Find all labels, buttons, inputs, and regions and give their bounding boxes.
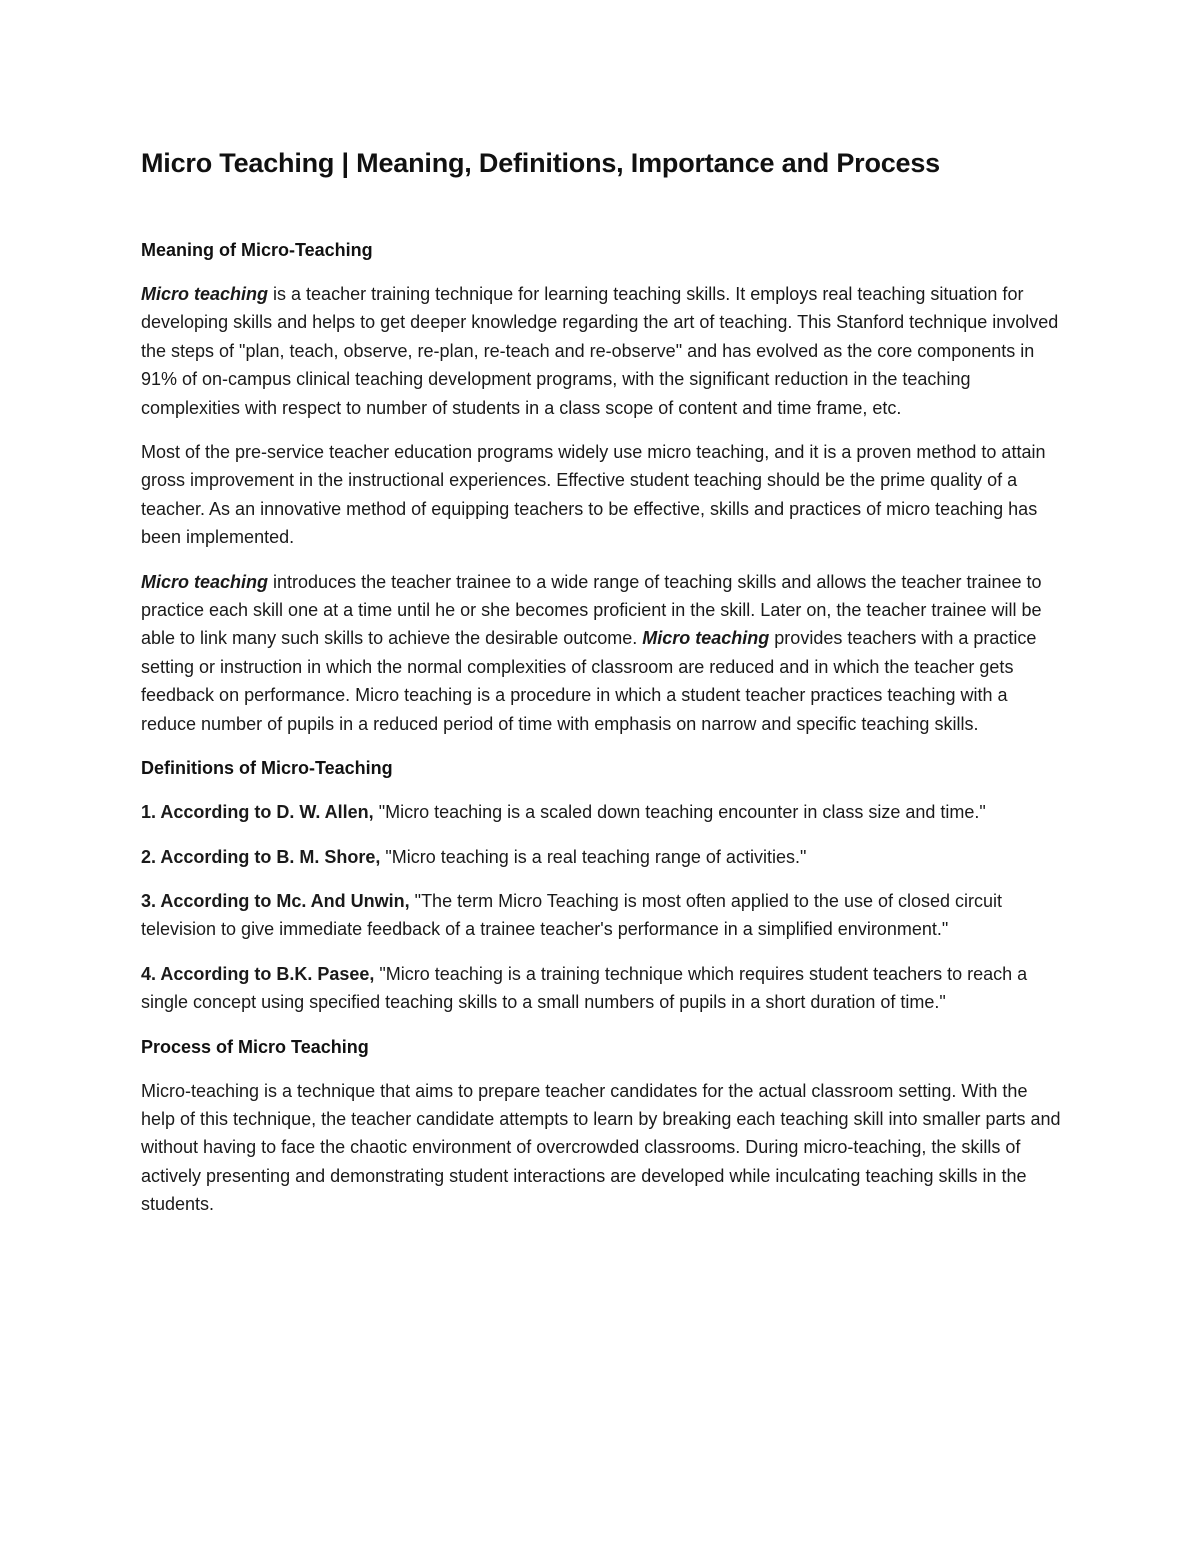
meaning-paragraph-3 bbox=[141, 568, 1066, 738]
definition-text: "The term Micro Teaching is most often applied to the use of closed circuit television to give immediate feedback of a trainee teacher's performance in a simplified environment." bbox=[141, 890, 1003, 940]
emphasis-term: Micro teaching bbox=[141, 571, 269, 592]
paragraph-text: provides teachers with a practice setting or instruction in which the normal complexities of classroom are reduced and in which the teacher gets feedback on performance. Micro teaching is a procedure in which a student teacher practices teaching with a reduce number of pupils in a reduced period of time with emphasis on narrow and specific teaching skills. bbox=[141, 628, 1037, 734]
definition-item bbox=[141, 798, 1066, 826]
emphasis-term: Micro teaching bbox=[642, 628, 770, 649]
definition-label: 3. According to Mc. And Unwin, bbox=[141, 890, 410, 911]
document-title: Micro Teaching | Meaning, Definitions, Importance and Process bbox=[141, 148, 940, 178]
process-paragraph: Micro-teaching is a technique that aims to prepare teacher candidates for the actual classroom setting. With the help of this technique, the teacher candidate attempts to learn by breaking each teaching skill into smaller parts and without having to face the chaotic environment of overcrowded classrooms. During micro-teaching, the skills of actively presenting and demonstrating student interactions are developed while inculcating teaching skills in the students. bbox=[141, 1080, 1061, 1215]
definition-label: 4. According to B.K. Pasee, bbox=[141, 963, 375, 984]
meaning-heading: Meaning of Micro-Teaching bbox=[141, 240, 373, 260]
process-heading: Process of Micro Teaching bbox=[141, 1036, 369, 1057]
document-body bbox=[141, 146, 1066, 1235]
paragraph-text: introduces the teacher trainee to a wide range of teaching skills and allows the teacher trainee to practice each skill one at a time until he or she becomes proficient in the skill. Later on, the teacher trainee will be able to link many such skills to achieve the desirable outcome. bbox=[141, 571, 1042, 649]
definition-text: "Micro teaching is a real teaching range of activities." bbox=[380, 846, 807, 867]
definition-item bbox=[141, 843, 1066, 871]
meaning-paragraph-2: Most of the pre-service teacher education programs widely use micro teaching, and it is a proven method to attain gross improvement in the instructional experiences. Effective student teaching should be the prime quality of a teacher. As an innovative method of equipping teachers to be effective, skills and practices of micro teaching has been implemented. bbox=[141, 442, 1046, 548]
definition-text: "Micro teaching is a scaled down teaching encounter in class size and time." bbox=[373, 802, 986, 823]
definition-text: "Micro teaching is a training technique which requires student teachers to reach a single concept using specified teaching skills to a small numbers of pupils in a short duration of time." bbox=[141, 963, 1028, 1013]
meaning-paragraph-1 bbox=[141, 280, 1066, 422]
definition-item bbox=[141, 887, 1066, 944]
definition-label: 1. According to D. W. Allen, bbox=[141, 802, 374, 823]
emphasis-term: Micro teaching bbox=[141, 284, 269, 304]
definitions-heading: Definitions of Micro-Teaching bbox=[141, 758, 393, 779]
definition-item bbox=[141, 960, 1066, 1017]
paragraph-text: is a teacher training technique for learning teaching skills. It employs real teaching situation for developing skills and helps to get deeper knowledge regarding the art of teaching. This Stanford technique involved the steps of "plan, teach, observe, re-plan, re-teach and re-observe" and has evolved as the core components in 91% of on-campus clinical teaching development programs, with the significant reduction in the teaching complexities with respect to number of students in a class scope of content and time frame, etc. bbox=[141, 284, 1059, 418]
definition-label: 2. According to B. M. Shore, bbox=[141, 846, 381, 867]
